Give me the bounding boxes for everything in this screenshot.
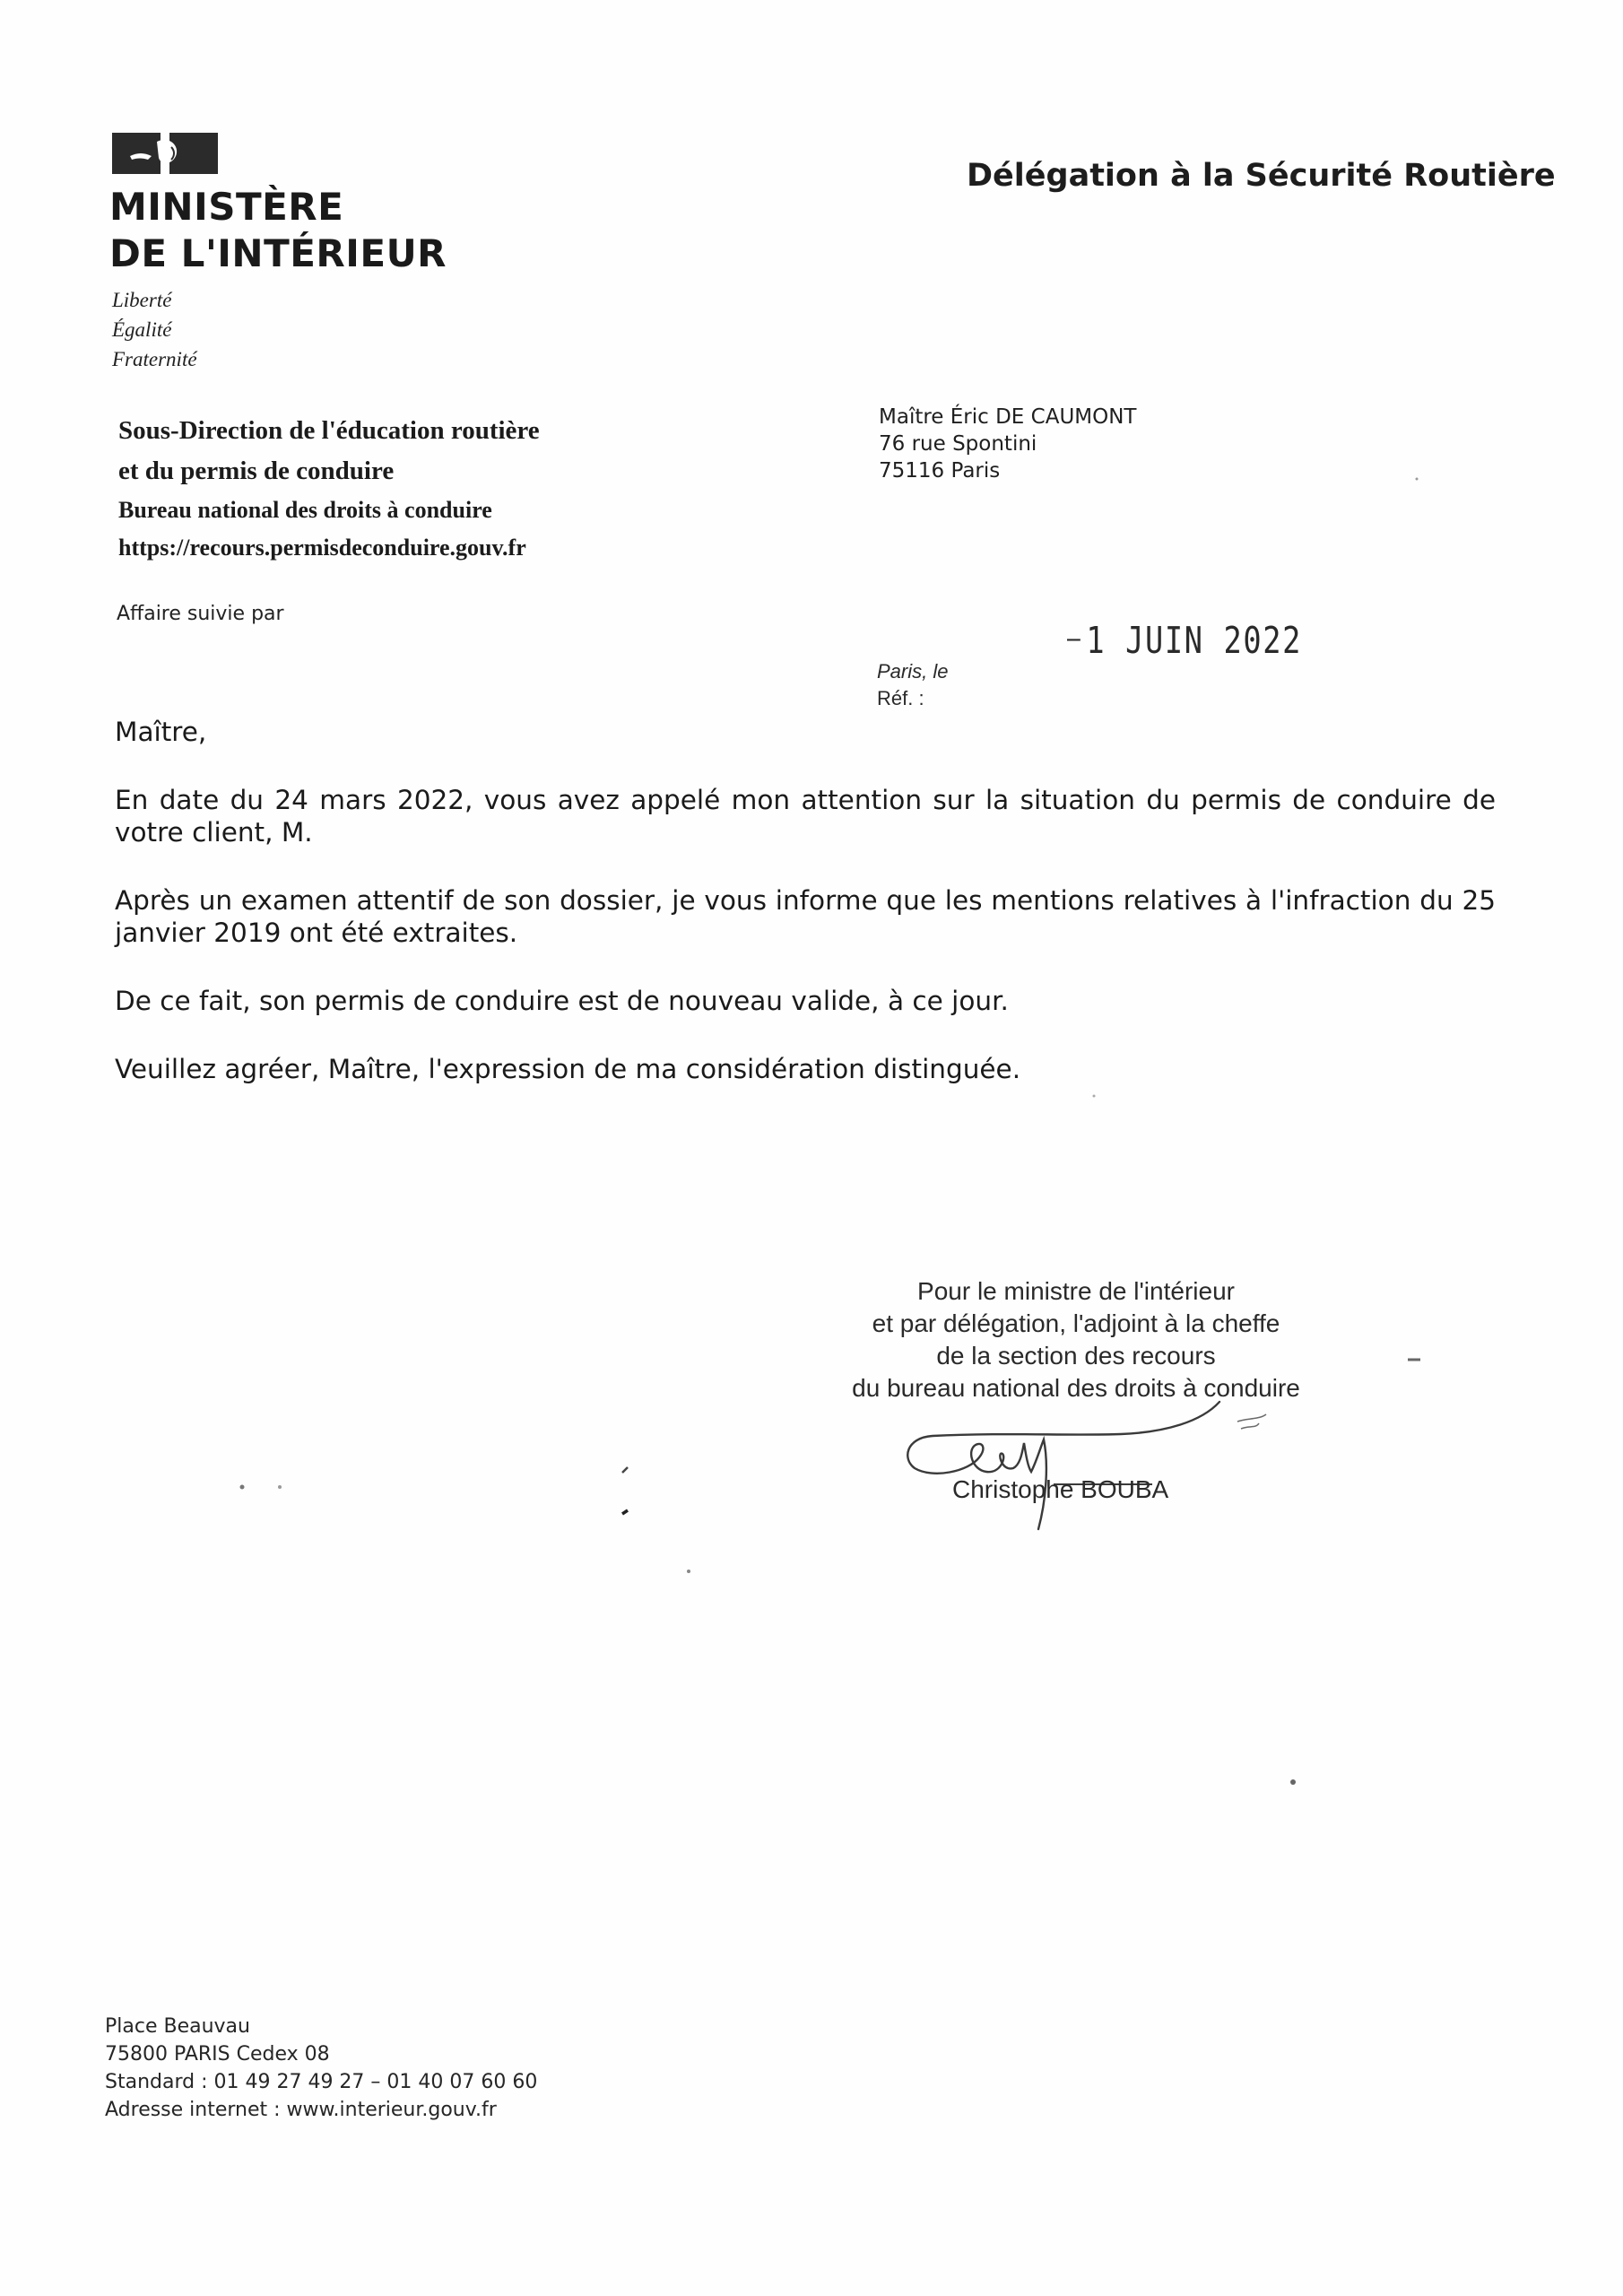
motto-egalite: Égalité [112, 318, 172, 341]
ministry-line-1: MINISTÈRE [109, 185, 344, 229]
salutation: Maître, [115, 717, 207, 747]
ministry-name [109, 184, 447, 277]
footer-line-2: 75800 PARIS Cedex 08 [105, 2043, 330, 2066]
addressee-city: 75116 Paris [879, 459, 1001, 483]
signature-line-3: de la section des recours [936, 1342, 1216, 1370]
signature-line-4: du bureau national des droits à conduire [852, 1374, 1300, 1402]
republic-motto [112, 285, 197, 374]
recours-url: https://recours.permisdeconduire.gouv.fr [118, 535, 526, 561]
date-stamp-dash: – [1067, 623, 1082, 655]
place-label: Paris, le [877, 660, 949, 683]
signatory-name: Christophe BOUBA [952, 1475, 1169, 1503]
footer-line-4: Adresse internet : www.interieur.gouv.fr [105, 2099, 497, 2121]
paragraph-1: En date du 24 mars 2022, vous avez appelé mon attention sur la situation du permis de conduire de votre client, M. [115, 785, 1496, 848]
sub-direction-line-2: et du permis de conduire [118, 457, 395, 485]
delegation-title: Délégation à la Sécurité Routière [967, 158, 1556, 194]
ref-label: Réf. : [877, 687, 924, 709]
footer-line-1: Place Beauvau [105, 2015, 250, 2038]
signature-line-2: et par délégation, l'adjoint à la cheffe [872, 1309, 1280, 1337]
paragraph-2: Après un examen attentif de son dossier, je vous informe que les mentions relatives à l'infraction du 25 janvier 2019 ont été extraites. [115, 885, 1496, 948]
service-block [118, 411, 540, 567]
paragraph-4: Veuillez agréer, Maître, l'expression de ma considération distinguée. [115, 1054, 1021, 1084]
signature-line-1: Pour le ministre de l'intérieur [917, 1277, 1235, 1305]
footer-line-3: Standard : 01 49 27 49 27 – 01 40 07 60 60 [105, 2071, 538, 2093]
motto-liberte: Liberté [112, 289, 172, 311]
marianne-logo-icon [112, 133, 218, 174]
paragraph-3: De ce fait, son permis de conduire est de nouveau valide, à ce jour. [115, 986, 1009, 1016]
addressee-name: Maître Éric DE CAUMONT [879, 405, 1137, 429]
place-ref-block [877, 658, 948, 712]
addressee-block [879, 404, 1136, 484]
footer-address [105, 2013, 537, 2124]
addressee-street: 76 rue Spontini [879, 432, 1037, 456]
date-stamp [1067, 619, 1302, 662]
motto-fraternite: Fraternité [112, 348, 197, 370]
letter-body [115, 716, 1496, 1121]
ministry-line-2: DE L'INTÉRIEUR [109, 231, 447, 275]
followed-by-label: Affaire suivie par [117, 603, 284, 625]
handwritten-signature [897, 1386, 1291, 1538]
date-stamp-text: 1 JUIN 2022 [1086, 619, 1303, 662]
bureau-name: Bureau national des droits à conduire [118, 497, 492, 523]
sub-direction-line-1: Sous-Direction de l'éducation routière [118, 416, 540, 445]
